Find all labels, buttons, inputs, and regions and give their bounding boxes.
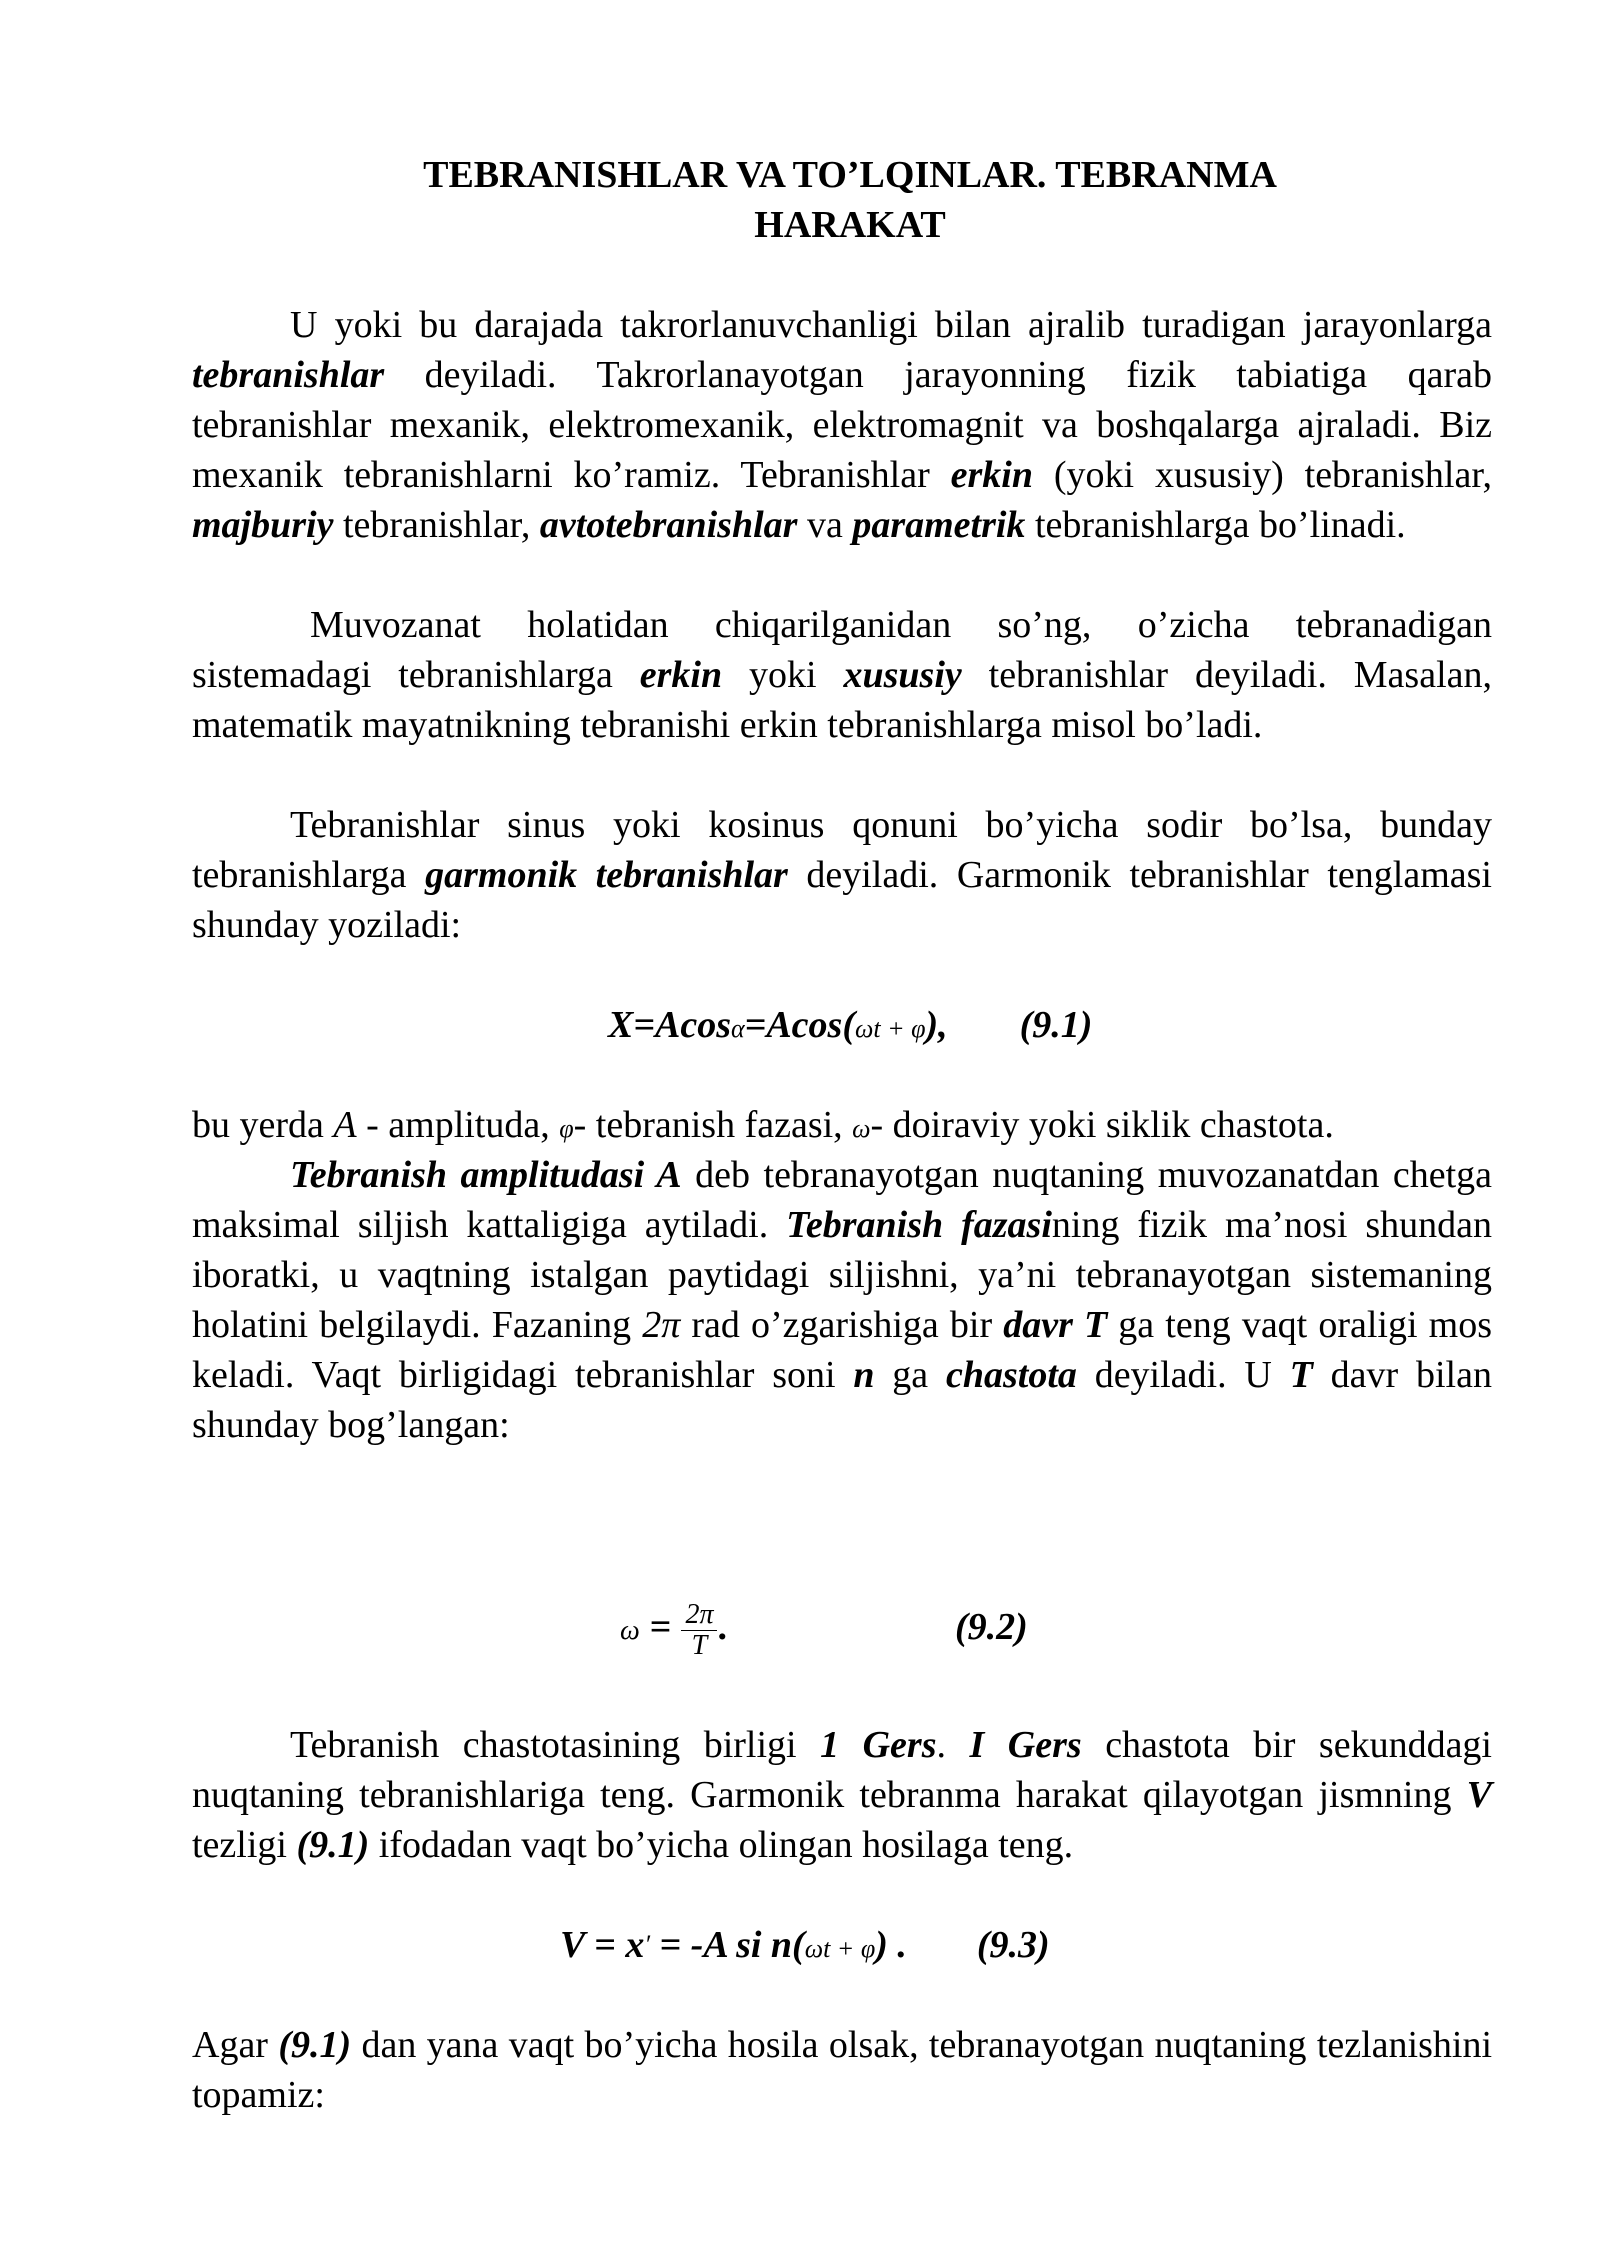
symbol-phi: φ [559,1114,574,1143]
p2-text-3: tebranishlar deyiladi. Masalan, matematik mayatnikning tebranishi erkin tebranishlarga misol bo’ladi. [192,654,1492,746]
eq2-equals: = [649,1606,672,1649]
paragraph-4 [192,1150,1492,1450]
eq1-part-1: =Acos [633,1004,732,1046]
term-majburiy: majburiy [192,504,334,546]
title-line-1: TEBRANISHLAR VA TO’LQINLAR. TEBRANMA [423,154,1277,196]
p5-text-5: ifodadan vaqt bo’yicha olingan hosilaga teng. [369,1824,1074,1866]
p6-text-2: dan yana vaqt bo’yicha hosila olsak, tebranayotgan nuqtaning tezlanishini topamiz: [192,2024,1493,2116]
p5-text-4: tezligi [192,1824,297,1866]
paragraph-2 [192,600,1492,750]
eq3-part-2: = -A si n( [650,1924,805,1966]
defs-text-3: - tebranish fazasi, [573,1104,853,1146]
eq1-argument: ωt + φ [854,1014,926,1043]
p1-text-6: tebranishlarga bo’linadi. [1025,504,1406,546]
term-tebranishlar: tebranishlar [192,354,385,396]
eq2-denominator: T [691,1630,708,1661]
equation-9-2 [620,1600,1028,1661]
p2-text-1: Muvozanat holatidan chiqarilganidan so’ng, o’zicha tebranadigan sistemadagi tebranishlarga [192,604,1492,696]
p5-text-3: chastota bir sekunddagi nuqtaning tebranishlariga teng. Garmonik tebranma harakat qilayotgan jismning [192,1724,1492,1816]
defs-text-1: bu yerda [192,1104,334,1146]
symbol-definitions [192,1100,1492,1154]
p1-text-4: tebranishlar, [333,504,540,546]
p1-text-2: deyiladi. Takrorlanayotgan jarayonning fizik tabiatiga qarab tebranishlar mexanik, elektromexanik, elektromagnit va boshqalarga ajraladi. Biz mexanik tebranishlarni ko’ramiz. Tebranishlar [192,354,1492,496]
eq1-part-2: =Acos( [744,1004,855,1046]
p4-text-6: deyiladi. U [1076,1354,1290,1396]
eq3-lhs: V [560,1924,585,1966]
eq2-lhs: ω [620,1615,640,1647]
p1-text-3: (yoki xususiy) tebranishlar, [1033,454,1492,496]
term-davr-t: davr T [1003,1304,1108,1346]
term-garmonik-tebranishlar: garmonik tebranishlar [425,854,788,896]
p4-text-3: rad o’zgarishiga bir [680,1304,1004,1346]
term-avtotebranishlar: avtotebranishlar [539,504,798,546]
eq3-prime: ′ [644,1930,651,1959]
ref-9-1-b: (9.1) [278,2024,352,2066]
symbol-a: A [333,1104,357,1146]
equation-9-3 [560,1920,1050,1974]
term-i-gers: I Gers [969,1724,1082,1766]
eq3-part-1: = x [584,1924,645,1966]
p6-text-1: Agar [192,2024,279,2066]
term-parametrik: parametrik [852,504,1026,546]
p4-text-5: ga [874,1354,946,1396]
eq3-argument: ωt + φ [804,1934,876,1963]
eq1-lhs: X [608,1004,634,1046]
title-line-2: HARAKAT [754,204,946,246]
eq2-fraction [681,1600,717,1661]
term-chastota: chastota [945,1354,1077,1396]
eq1-alpha: α [731,1014,745,1043]
p3-text-1: Tebranishlar sinus yoki kosinus qonuni bo’yicha sodir bo’lsa, bunday tebranishlarga [192,804,1492,896]
eq1-number: (9.1) [1019,1004,1093,1046]
p2-text-2: yoki [722,654,844,696]
term-erkin: erkin [950,454,1033,496]
p4-text-4: ga teng vaqt oraligi mos keladi. Vaqt birligidagi tebranishlar soni [192,1304,1492,1396]
eq2-number: (9.2) [954,1606,1028,1649]
symbol-2pi: 2π [642,1304,681,1346]
p5-text-1: Tebranish chastotasining birligi [290,1724,821,1766]
defs-text-4: - doiraviy yoki siklik chastota. [870,1104,1334,1146]
p4-text-1: deb tebranayotgan nuqtaning muvozanatdan chetga maksimal siljish kattaligiga aytiladi. [192,1154,1492,1246]
paragraph-1 [192,300,1492,550]
p4-text-2: ning fizik ma’nosi shundan iboratki, u vaqtning istalgan paytidagi siljishni, ya’ni tebranayotgan sistemaning holatini belgilaydi. Fazaning [192,1204,1492,1346]
equation-9-1 [608,1000,1092,1054]
term-xususiy: xususiy [843,654,962,696]
page-title [300,150,1400,250]
paragraph-6 [192,2020,1492,2120]
ref-9-1: (9.1) [296,1824,370,1866]
eq3-number: (9.3) [976,1924,1050,1966]
term-v: V [1466,1774,1492,1816]
term-t: T [1289,1354,1313,1396]
term-tebranish-fazasi: Tebranish fazasi [786,1204,1052,1246]
p5-text-2: . [936,1724,970,1766]
term-erkin-2: erkin [639,654,723,696]
p1-text-1: U yoki bu darajada takrorlanuvchanligi bilan ajralib turadigan jarayonlarga [290,304,1492,346]
term-tebranish-amplitudasi: Tebranish amplitudasi A [290,1154,682,1196]
eq2-numerator: 2π [681,1600,717,1631]
term-n: n [853,1354,875,1396]
defs-text-2: - amplituda, [356,1104,560,1146]
symbol-omega: ω [852,1114,871,1143]
paragraph-5 [192,1720,1492,1870]
p3-text-2: deyiladi. Garmonik tebranishlar tenglamasi shunday yoziladi: [192,854,1492,946]
eq2-dot: . [717,1606,727,1649]
p4-text-7: davr bilan shunday bog’langan: [192,1354,1492,1446]
eq3-part-3: ) . [875,1924,907,1966]
paragraph-3 [192,800,1492,950]
p1-text-5: va [797,504,853,546]
term-1-gers: 1 Gers [820,1724,937,1766]
eq1-part-3: ), [925,1004,948,1046]
